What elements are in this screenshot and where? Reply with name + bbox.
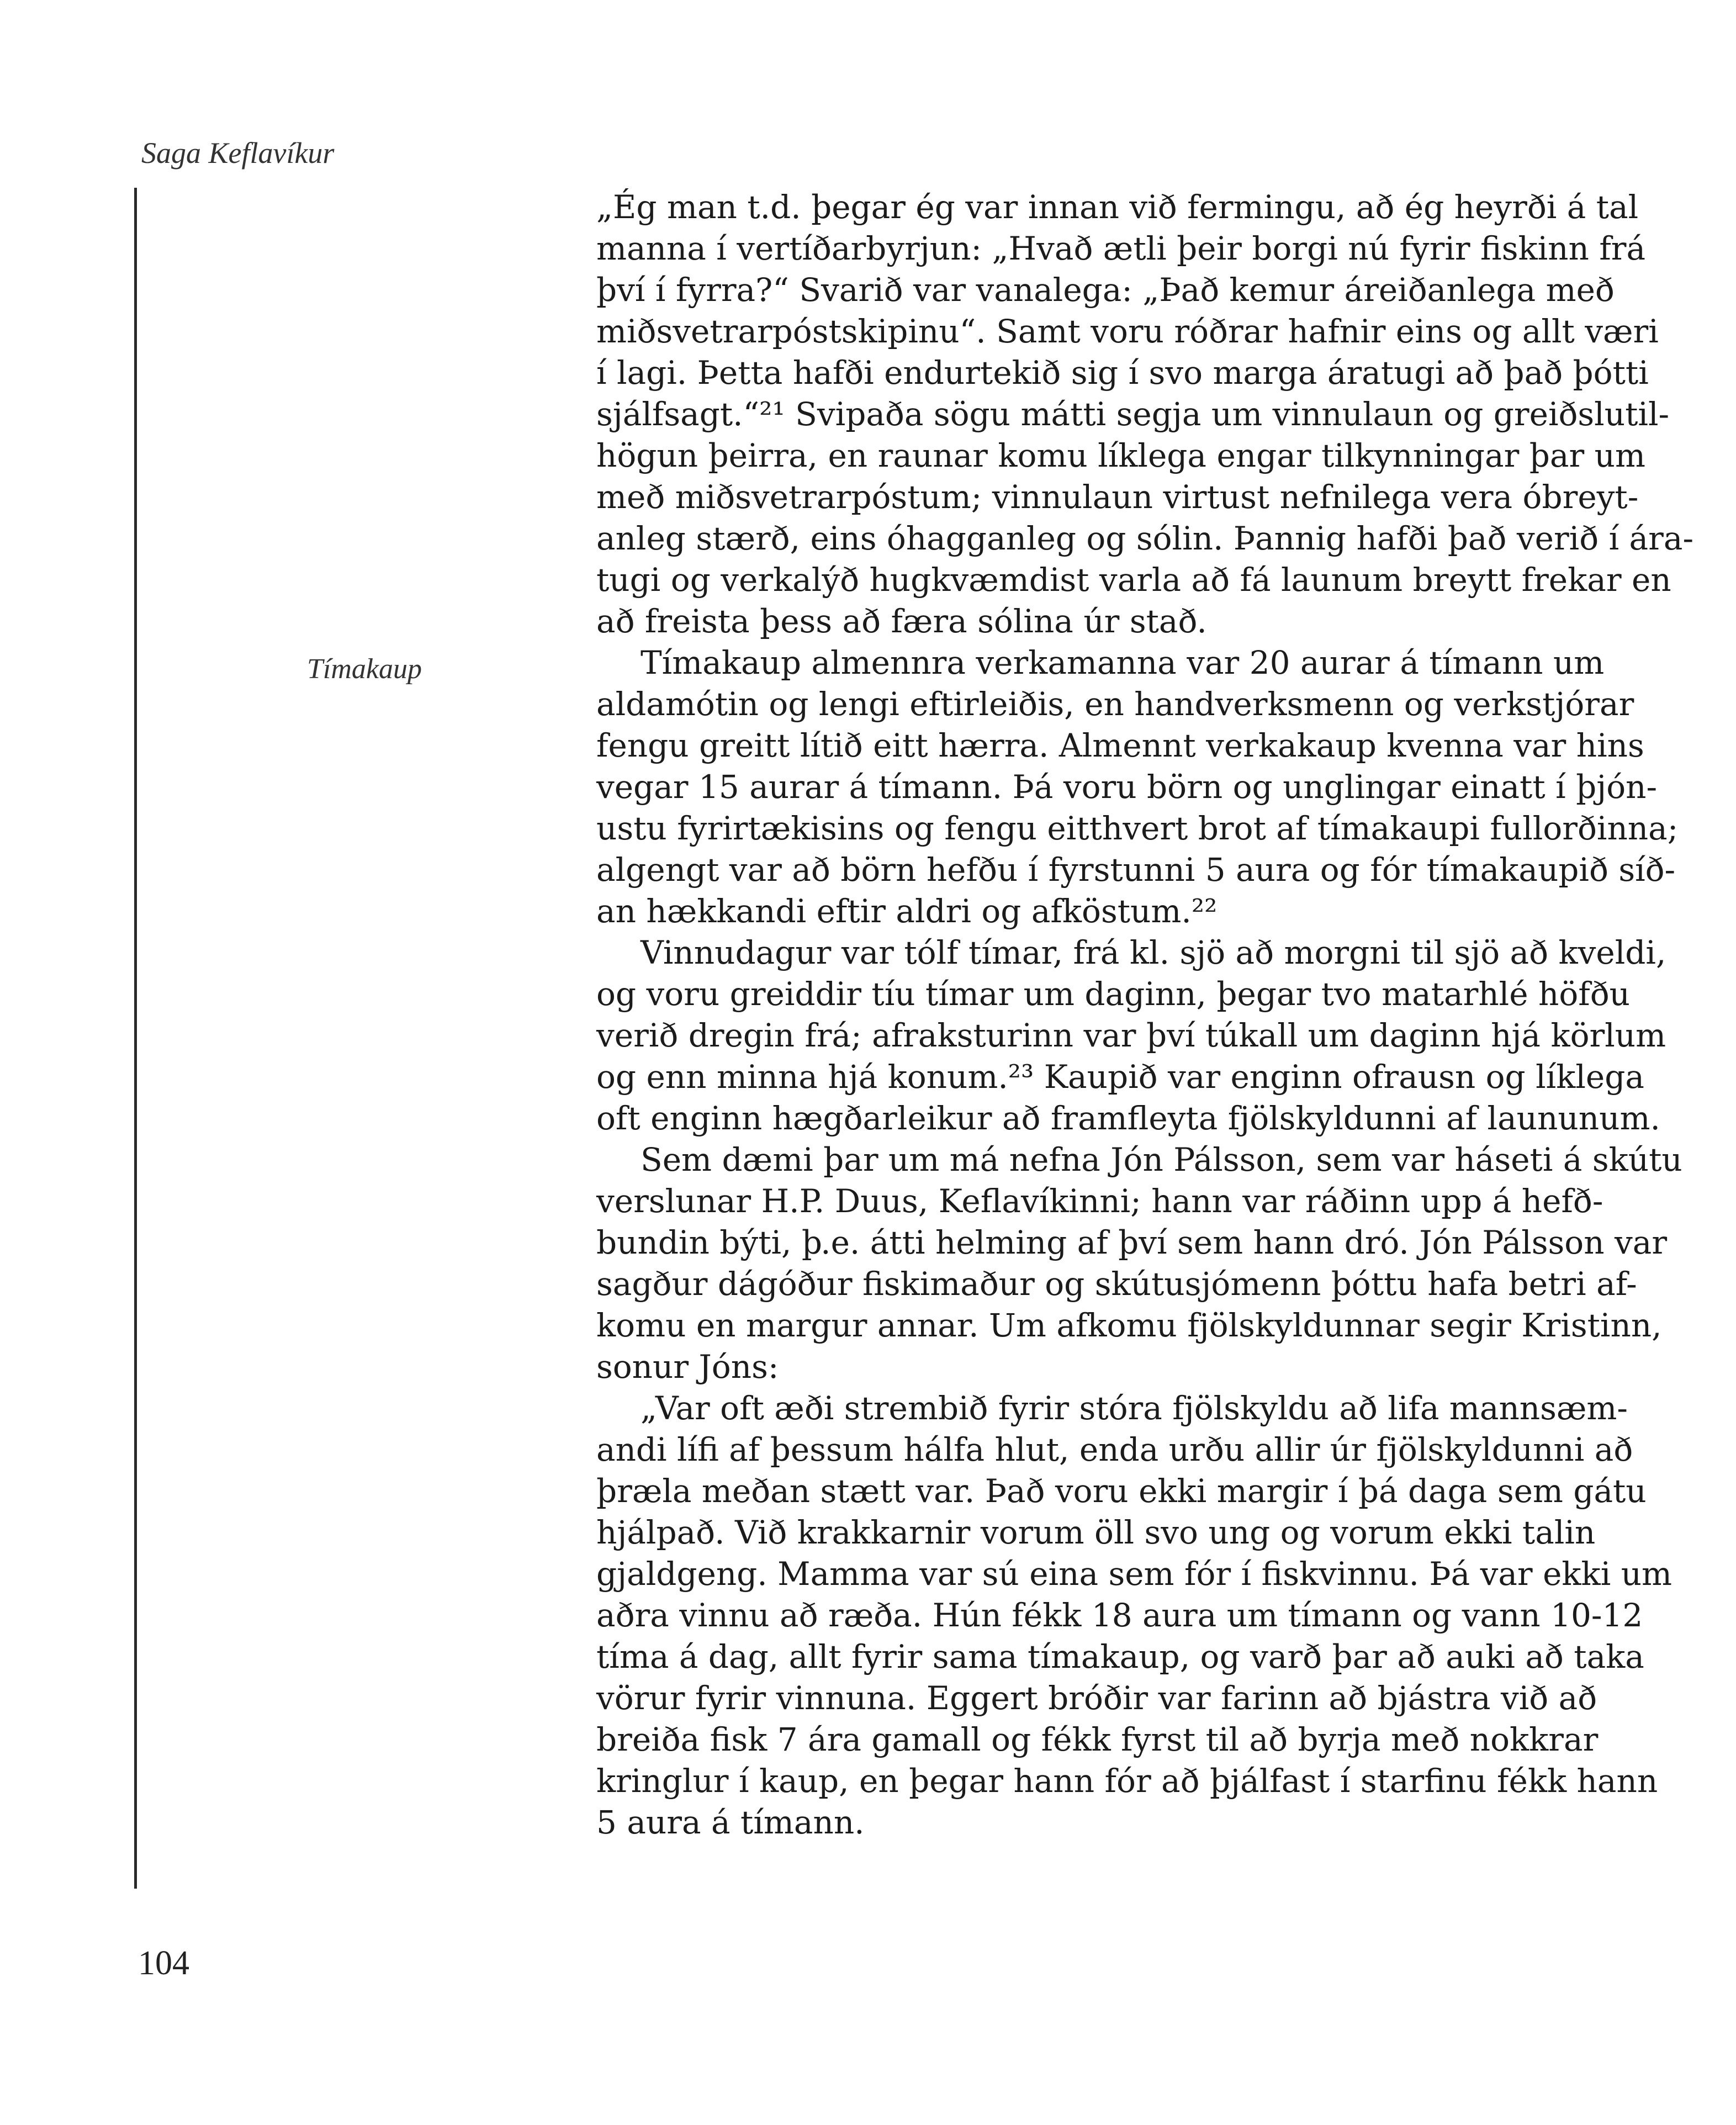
text-line: „Ég man t.d. þegar ég var innan við fermingu, að ég heyrði á tal bbox=[596, 188, 1639, 226]
text-line: miðsvetrarpóstskipinu“. Samt voru róðrar hafnir eins og allt væri bbox=[596, 313, 1659, 350]
text-line: sonur Jóns: bbox=[596, 1348, 779, 1386]
text-line: í lagi. Þetta hafði endurtekið sig í svo marga áratugi að það þótti bbox=[596, 354, 1649, 392]
text-line: algengt var að börn hefðu í fyrstunni 5 aura og fór tímakaupið síð- bbox=[596, 851, 1676, 889]
running-head: Saga Keflavíkur bbox=[141, 136, 335, 170]
text-line: vegar 15 aurar á tímann. Þá voru börn og unglingar einatt í þjón- bbox=[596, 768, 1658, 806]
text-line: verslunar H.P. Duus, Keflavíkinni; hann var ráðinn upp á hefð- bbox=[596, 1182, 1603, 1220]
text-line: kringlur í kaup, en þegar hann fór að þjálfast í starfinu fékk hann bbox=[596, 1762, 1658, 1800]
text-line: breiða fisk 7 ára gamall og fékk fyrst til að byrja með nokkrar bbox=[596, 1721, 1599, 1758]
text-line: 5 aura á tímann. bbox=[596, 1804, 865, 1841]
text-line: ustu fyrirtækisins og fengu eitthvert brot af tímakaupi fullorðinna; bbox=[596, 810, 1679, 847]
text-line: manna í vertíðarbyrjun: „Hvað ætli þeir borgi nú fyrir fiskinn frá bbox=[596, 230, 1646, 267]
text-line: og voru greiddir tíu tímar um daginn, þegar tvo matarhlé höfðu bbox=[596, 975, 1631, 1013]
text-line: fengu greitt lítið eitt hærra. Almennt verkakaup kvenna var hins bbox=[596, 727, 1644, 764]
text-line: „Var oft æði strembið fyrir stóra fjölskyldu að lifa mannsæm- bbox=[641, 1389, 1628, 1427]
text-line: anleg stærð, eins óhagganleg og sólin. Þannig hafði það verið í ára- bbox=[596, 520, 1694, 557]
text-line: bundin býti, þ.e. átti helming af því sem hann dró. Jón Pálsson var bbox=[596, 1224, 1668, 1261]
margin-rule bbox=[134, 188, 137, 1889]
text-line: Vinnudagur var tólf tímar, frá kl. sjö að morgni til sjö að kveldi, bbox=[641, 934, 1666, 971]
text-line: þræla meðan stætt var. Það voru ekki margir í þá daga sem gátu bbox=[596, 1472, 1647, 1510]
text-line: an hækkandi eftir aldri og afköstum.²² bbox=[596, 892, 1218, 930]
text-line: aðra vinnu að ræða. Hún fékk 18 aura um tímann og vann 10-12 bbox=[596, 1597, 1643, 1634]
page-number: 104 bbox=[138, 1944, 189, 1982]
text-line: því í fyrra?“ Svarið var vanalega: „Það kemur áreiðanlega með bbox=[596, 271, 1615, 309]
body-text bbox=[596, 187, 1694, 1843]
text-line: tíma á dag, allt fyrir sama tímakaup, og varð þar að auki að taka bbox=[596, 1638, 1644, 1675]
text-line: með miðsvetrarpóstum; vinnulaun virtust nefnilega vera óbreyt- bbox=[596, 478, 1639, 516]
text-line: högun þeirra, en raunar komu líklega engar tilkynningar þar um bbox=[596, 437, 1646, 474]
text-line: að freista þess að færa sólina úr stað. bbox=[596, 602, 1207, 640]
text-line: og enn minna hjá konum.²³ Kaupið var enginn ofrausn og líklega bbox=[596, 1058, 1644, 1096]
text-line: sagður dágóður fiskimaður og skútusjómenn þóttu hafa betri af- bbox=[596, 1265, 1637, 1303]
text-line: hjálpað. Við krakkarnir vorum öll svo ung og vorum ekki talin bbox=[596, 1514, 1596, 1551]
text-line: sjálfsagt.“²¹ Svipaða sögu mátti segja um vinnulaun og greiðslutil- bbox=[596, 395, 1670, 433]
text-line: gjaldgeng. Mamma var sú eina sem fór í fiskvinnu. Þá var ekki um bbox=[596, 1555, 1673, 1593]
text-line: oft enginn hægðarleikur að framfleyta fjölskyldunni af laununum. bbox=[596, 1099, 1660, 1137]
text-line: Sem dæmi þar um má nefna Jón Pálsson, sem var háseti á skútu bbox=[641, 1141, 1682, 1178]
text-line: verið dregin frá; afraksturinn var því túkall um daginn hjá körlum bbox=[596, 1017, 1666, 1054]
text-line: komu en margur annar. Um afkomu fjölskyldunnar segir Kristinn, bbox=[596, 1307, 1662, 1344]
text-line: Tímakaup almennra verkamanna var 20 aurar á tímann um bbox=[641, 644, 1605, 681]
text-line: aldamótin og lengi eftirleiðis, en handverksmenn og verkstjórar bbox=[596, 685, 1634, 723]
margin-note: Tímakaup bbox=[307, 653, 422, 685]
text-line: vörur fyrir vinnuna. Eggert bróðir var farinn að bjástra við að bbox=[596, 1679, 1597, 1717]
text-line: andi lífi af þessum hálfa hlut, enda urðu allir úr fjölskyldunni að bbox=[596, 1431, 1633, 1468]
text-line: tugi og verkalýð hugkvæmdist varla að fá launum breytt frekar en bbox=[596, 561, 1671, 599]
